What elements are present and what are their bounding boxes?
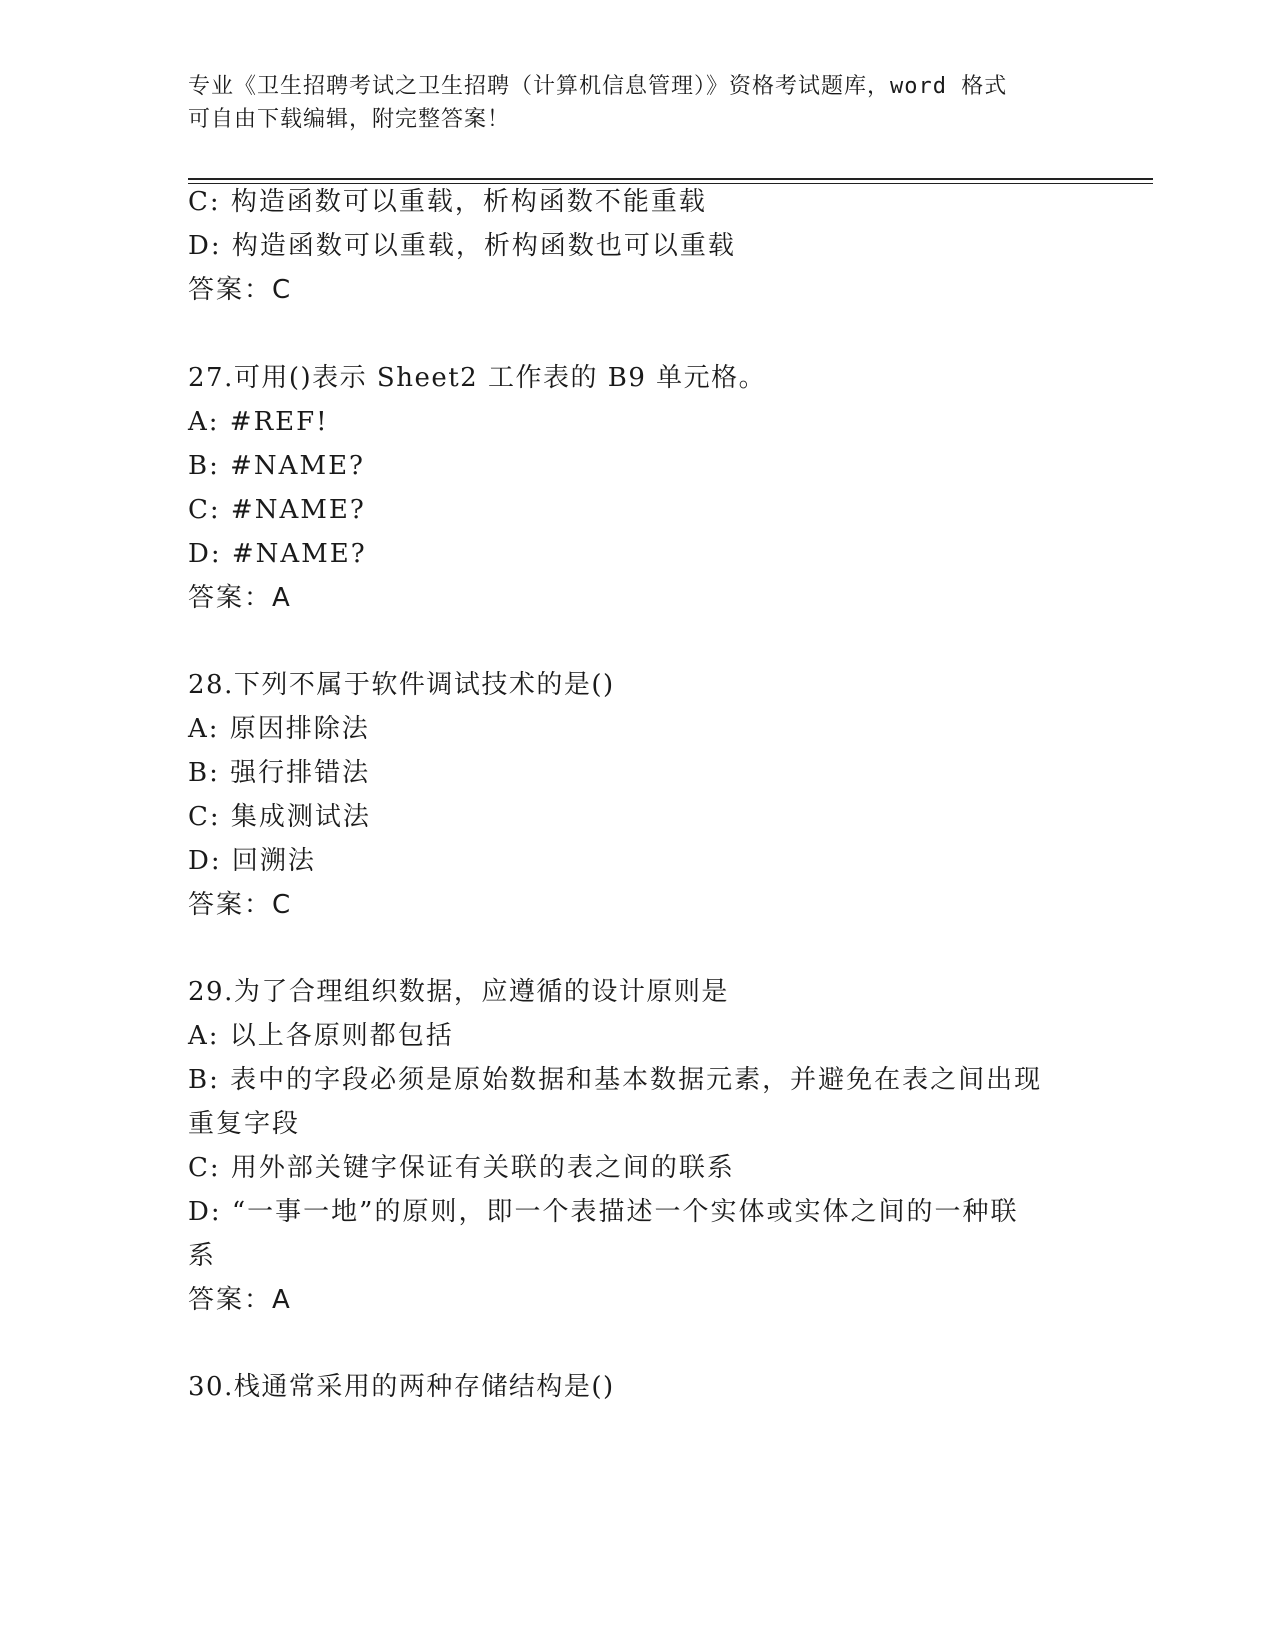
q29-option-d: D: “一事一地”的原则，即一个表描述一个实体或实体之间的一种联 [188, 1197, 1019, 1227]
q29-answer: 答案：A [188, 1285, 292, 1315]
q27-option-c: C: #NAME? [188, 495, 366, 525]
q28-option-b: B: 强行排错法 [188, 758, 371, 788]
q28-option-a: A: 原因排除法 [188, 714, 370, 744]
q26-option-d: D: 构造函数可以重载，析构函数也可以重载 [188, 231, 736, 261]
q29-option-d-continued: 系 [188, 1241, 217, 1271]
q27-option-b: B: #NAME? [188, 451, 365, 481]
q26-option-c: C: 构造函数可以重载，析构函数不能重载 [188, 187, 707, 217]
q26-answer: 答案：C [188, 275, 293, 305]
q29-option-c: C: 用外部关键字保证有关联的表之间的联系 [188, 1153, 735, 1183]
q29-option-b: B: 表中的字段必须是原始数据和基本数据元素，并避免在表之间出现 [188, 1065, 1043, 1095]
header-divider [188, 178, 1153, 180]
q29-option-a: A: 以上各原则都包括 [188, 1021, 454, 1051]
q28-stem: 28.下列不属于软件调试技术的是() [188, 670, 615, 700]
q29-option-b-continued: 重复字段 [188, 1109, 301, 1139]
q28-option-c: C: 集成测试法 [188, 802, 371, 832]
q27-stem: 27.可用()表示 Sheet2 工作表的 B9 单元格。 [188, 363, 767, 393]
q27-option-a: A: #REF! [188, 407, 329, 437]
q27-answer: 答案：A [188, 583, 292, 613]
q28-answer: 答案：C [188, 890, 293, 920]
header-divider-thin [188, 183, 1153, 184]
q27-option-d: D: #NAME? [188, 539, 367, 569]
q29-stem: 29.为了合理组织数据，应遵循的设计原则是 [188, 977, 729, 1007]
q30-stem: 30.栈通常采用的两种存储结构是() [188, 1372, 615, 1402]
q28-option-d: D: 回溯法 [188, 846, 316, 876]
header-line-2: 可自由下载编辑，附完整答案！ [188, 107, 511, 132]
header-line-1: 专业《卫生招聘考试之卫生招聘（计算机信息管理）》资格考试题库，word 格式 [188, 74, 1008, 99]
document-header [188, 70, 1088, 136]
